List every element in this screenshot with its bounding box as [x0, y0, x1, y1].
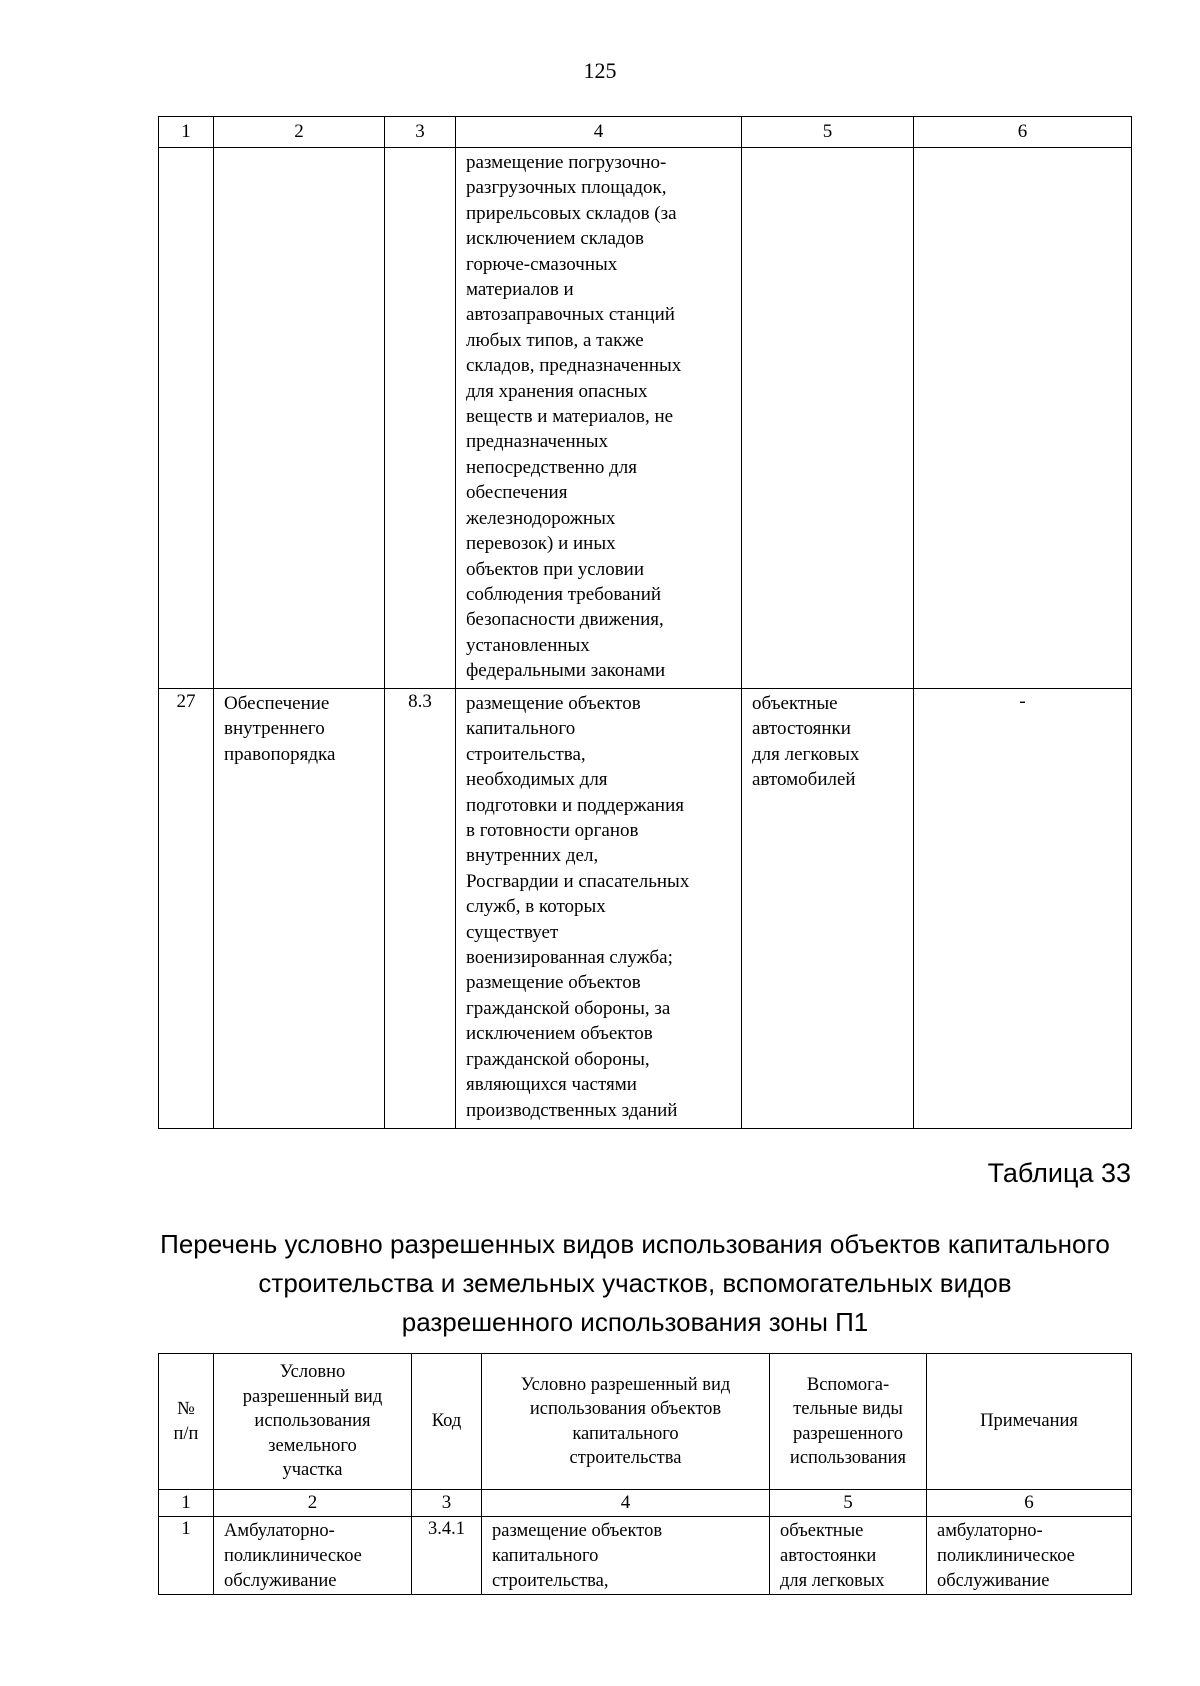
header-row [159, 1354, 1132, 1490]
description-text: размещение погрузочно- разгрузочных площадок, прирельсовых складов (за исключением складов горюче-смазочных материалов и автозаправочных станций любых типов, а также складов, предназначенных для хранения опасных веществ и материалов, не предназначенных непосредственно для обеспечения железнодорожных перевозок) и иных объектов при условии соблюдения требований безопасности движения, установленных федеральными законами [466, 152, 682, 682]
table-row [159, 148, 1132, 689]
column-number: 6 [927, 1490, 1132, 1517]
auxiliary-use-cell [742, 148, 914, 689]
table-row [159, 689, 1132, 1129]
notes-cell: амбулаторно- поликлиническое обслуживание [927, 1517, 1132, 1595]
column-number: 4 [482, 1490, 770, 1517]
column-number: 3 [412, 1490, 482, 1517]
column-number-row [159, 1490, 1132, 1517]
description-text: размещение объектов капитального строительства, необходимых для подготовки и поддержания в готовности органов внутренних дел, Росгвардии и спасательных служб, в которых существует военизированная служба; размещение объектов гражданской обороны, за исключением объектов гражданской обороны, являющихся частями производственных зданий [466, 693, 690, 1121]
code-cell: 8.3 [385, 689, 456, 1129]
table-33 [158, 1353, 1132, 1595]
auxiliary-use-cell: объектные автостоянки для легковых [770, 1517, 927, 1595]
column-header: Условно разрешенный вид использования объектов капитального строительства [482, 1354, 770, 1490]
code-cell: 3.4.1 [412, 1517, 482, 1595]
row-number-cell: 27 [159, 689, 214, 1129]
row-number-cell [159, 148, 214, 689]
column-number: 2 [214, 1490, 412, 1517]
column-number: 5 [770, 1490, 927, 1517]
column-number-row [159, 117, 1132, 148]
column-number: 6 [914, 117, 1132, 148]
column-number: 1 [159, 1490, 214, 1517]
column-header: Примечания [927, 1354, 1132, 1490]
column-number: 5 [742, 117, 914, 148]
code-cell [385, 148, 456, 689]
notes-cell [914, 148, 1132, 689]
description-cell [456, 689, 742, 1129]
notes-cell: - [914, 689, 1132, 1129]
column-header: Вспомога- тельные виды разрешенного использования [770, 1354, 927, 1490]
column-header: Код [412, 1354, 482, 1490]
table-caption: Таблица 33 [987, 1158, 1131, 1188]
column-number: 3 [385, 117, 456, 148]
table-heading: Перечень условно разрешенных видов использования объектов капитального строительства и земельных участков, вспомогательных видов разрешенного использования зоны П1 [160, 1229, 1110, 1337]
column-number: 4 [456, 117, 742, 148]
table-row [159, 1517, 1132, 1595]
page-number: 125 [583, 58, 617, 83]
row-number-cell: 1 [159, 1517, 214, 1595]
land-use-type-cell [214, 148, 385, 689]
description-cell [456, 148, 742, 689]
land-use-type-cell: Обеспечение внутреннего правопорядка [214, 689, 385, 1129]
column-number: 2 [214, 117, 385, 148]
land-use-table-continuation [158, 116, 1132, 1129]
auxiliary-use-cell: объектные автостоянки для легковых автомобилей [742, 689, 914, 1129]
description-cell: размещение объектов капитального строительства, [482, 1517, 770, 1595]
column-header: Условно разрешенный вид использования земельного участка [214, 1354, 412, 1490]
land-use-type-cell: Амбулаторно- поликлиническое обслуживание [214, 1517, 412, 1595]
column-number: 1 [159, 117, 214, 148]
column-header: № п/п [159, 1354, 214, 1490]
